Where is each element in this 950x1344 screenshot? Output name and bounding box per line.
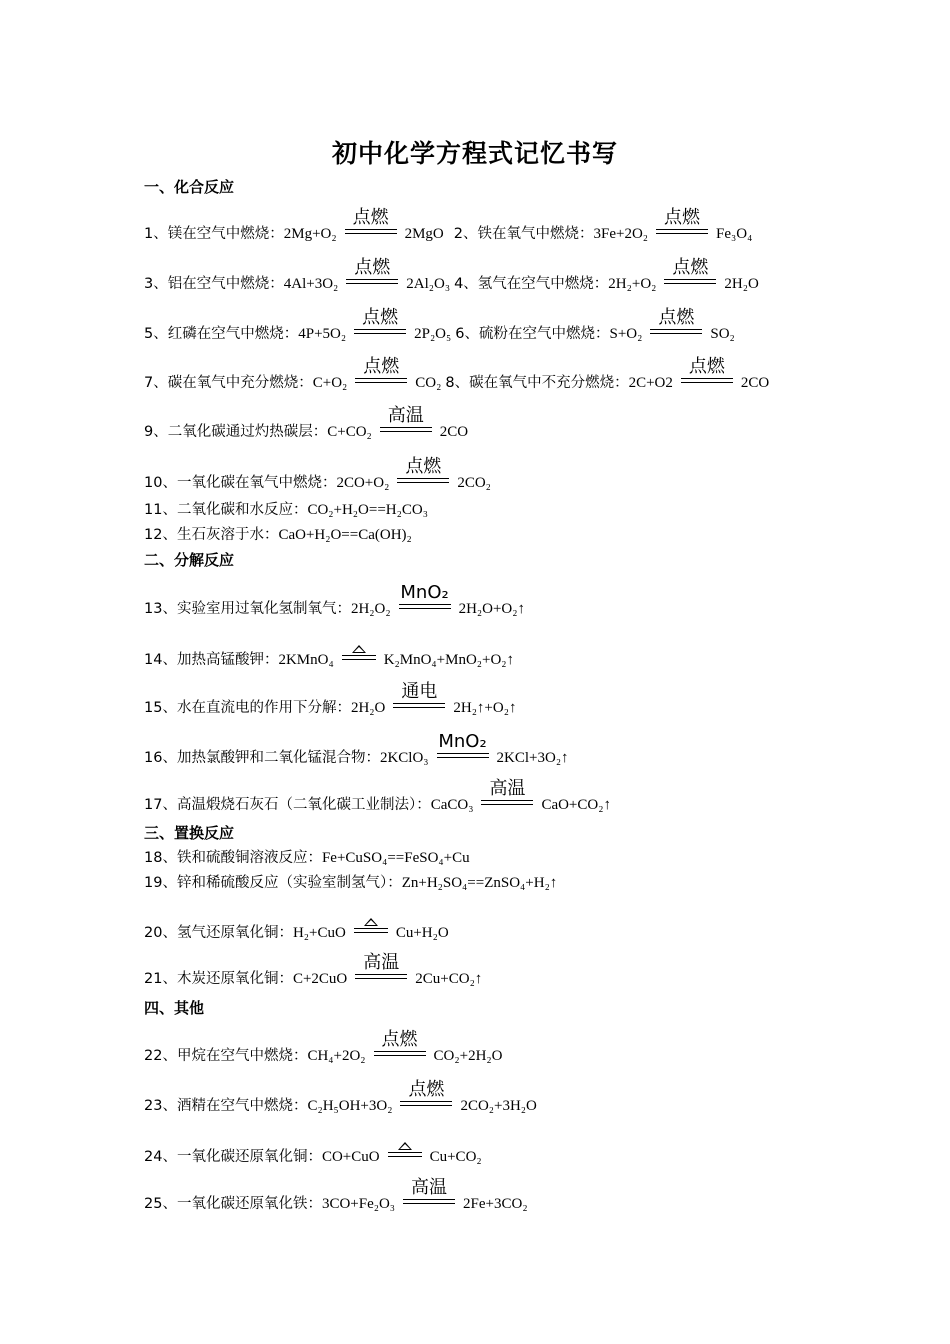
condition-ignite: 点燃 (345, 220, 397, 238)
condition-high-temp: 高温 (481, 791, 533, 809)
equation-label: 23、酒精在空气中燃烧： (144, 1098, 308, 1114)
equation-label: 21、木炭还原氧化铜： (144, 971, 293, 987)
equation-line-16 (144, 731, 569, 767)
equation-line-23 (144, 1079, 537, 1115)
equation-line-14 (144, 646, 514, 669)
condition-ignite: 点燃 (397, 469, 449, 487)
equation-lhs: 2Mg+O₂ (283, 226, 337, 242)
condition-heat (342, 646, 376, 664)
equation-rhs: 2CO₂+3H₂O (460, 1098, 537, 1114)
equation-line-19 (144, 874, 557, 892)
equation-label: 14、加热高锰酸钾： (144, 652, 279, 668)
equation-label: 3、铝在空气中燃烧： (144, 276, 284, 292)
equation-line-10 (144, 456, 491, 492)
equation-label: 1、镁在空气中燃烧： (144, 226, 284, 242)
page-title: 初中化学方程式记忆书写 (331, 139, 618, 168)
equation-rhs: K₂MnO₄+MnO₂+O₂↑ (383, 652, 515, 668)
equation-rhs: 2P₂O₅ (414, 326, 452, 342)
condition-ignite: 点燃 (664, 270, 716, 288)
section-heading-decomposition: 二、分解反应 (144, 551, 235, 569)
equation-text: Zn+H₂SO₄==ZnSO₄+H₂↑ (401, 875, 558, 891)
equation-label: 4、氢气在空气中燃烧： (454, 276, 609, 292)
equation-rhs: Cu+H₂O (395, 925, 449, 941)
condition-ignite: 点燃 (346, 270, 398, 288)
equation-text: Fe+CuSO₄==FeSO₄+Cu (321, 850, 470, 866)
equation-text: CO₂+H₂O==H₂CO₃ (307, 502, 428, 518)
equation-label: 10、一氧化碳在氧气中燃烧： (144, 475, 337, 491)
equation-line-15 (144, 681, 517, 717)
equation-lhs: 2H₂+O₂ (608, 276, 657, 292)
equation-rhs: 2Al₂O₃ (406, 276, 451, 292)
equation-lhs: C+CO₂ (327, 424, 372, 440)
equation-line-3-4 (144, 257, 759, 293)
equation-rhs: 2Fe+3CO₂ (463, 1196, 528, 1212)
equation-label: 20、氢气还原氧化铜： (144, 925, 293, 941)
equation-label: 6、硫粉在空气中燃烧： (455, 326, 610, 342)
equation-rhs: 2Cu+CO₂↑ (415, 971, 483, 987)
equation-lhs: 2KMnO₄ (278, 652, 334, 668)
equation-label: 12、生石灰溶于水： (144, 527, 279, 543)
equation-rhs: Cu+CO₂ (429, 1149, 482, 1165)
equation-text: CaO+H₂O==Ca(OH)₂ (278, 527, 412, 543)
equation-label: 17、高温煅烧石灰石（二氧化碳工业制法）： (144, 797, 431, 813)
condition-high-temp: 高温 (403, 1190, 455, 1208)
equation-label: 2、铁在氧气中燃烧： (453, 226, 594, 242)
equation-label: 24、一氧化碳还原氧化铜： (144, 1149, 322, 1165)
equation-lhs: CaCO₃ (430, 797, 474, 813)
equation-lhs: 4P+5O₂ (298, 326, 347, 342)
equation-lhs: H₂+CuO (292, 925, 346, 941)
equation-line-5-6 (144, 307, 735, 343)
equation-line-9 (144, 405, 469, 441)
equation-rhs: 2KCl+3O₂↑ (496, 750, 569, 766)
equation-line-25 (144, 1177, 528, 1213)
equation-line-18 (144, 849, 470, 867)
condition-ignite: 点燃 (400, 1092, 452, 1110)
condition-mno2: MnO₂ (437, 744, 489, 762)
equation-rhs: 2CO₂ (457, 475, 491, 491)
condition-ignite: 点燃 (681, 369, 733, 387)
equation-label: 19、锌和稀硫酸反应（实验室制氢气）： (144, 875, 402, 891)
equation-rhs: CO₂ (415, 375, 442, 391)
equation-lhs: 3CO+Fe₂O₃ (321, 1196, 396, 1212)
equation-lhs: 2C+O2 (628, 375, 673, 391)
equation-label: 7、碳在氧气中充分燃烧： (144, 375, 313, 391)
equation-label: 18、铁和硫酸铜溶液反应： (144, 850, 322, 866)
equation-lhs: S+O₂ (609, 326, 643, 342)
equation-rhs: CaO+CO₂↑ (541, 797, 611, 813)
equation-rhs: 2H₂↑+O₂↑ (453, 700, 517, 716)
equation-line-17 (144, 778, 611, 814)
equation-lhs: 4Al+3O₂ (283, 276, 339, 292)
heat-triangle-icon (364, 918, 378, 926)
equation-lhs: 2KClO₃ (379, 750, 429, 766)
heat-triangle-icon (352, 645, 366, 653)
equation-label: 15、水在直流电的作用下分解： (144, 700, 351, 716)
equation-label: 8、碳在氧气中不充分燃烧： (445, 375, 629, 391)
condition-ignite: 点燃 (656, 220, 708, 238)
condition-mno2: MnO₂ (399, 595, 451, 613)
equation-label: 16、加热氯酸钾和二氧化锰混合物： (144, 750, 380, 766)
equation-lhs: CH₄+2O₂ (307, 1048, 366, 1064)
equation-label: 13、实验室用过氧化氢制氧气： (144, 601, 351, 617)
equation-label: 11、二氧化碳和水反应： (144, 502, 308, 518)
equation-line-13 (144, 582, 525, 618)
equation-label: 25、一氧化碳还原氧化铁： (144, 1196, 322, 1212)
condition-high-temp: 高温 (380, 418, 432, 436)
condition-heat (388, 1143, 422, 1161)
section-heading-other: 四、其他 (144, 999, 205, 1017)
equation-line-11 (144, 501, 428, 519)
equation-lhs: 3Fe+2O₂ (593, 226, 649, 242)
equation-rhs: Fe₃O₄ (716, 226, 753, 242)
equation-rhs: 2CO (740, 375, 770, 391)
equation-rhs: 2CO (439, 424, 469, 440)
equation-rhs: 2H₂O (724, 276, 759, 292)
equation-lhs: C+2CuO (292, 971, 348, 987)
section-heading-combination: 一、化合反应 (144, 178, 235, 196)
condition-ignite: 点燃 (650, 320, 702, 338)
equation-line-21 (144, 952, 483, 988)
equation-label: 5、红磷在空气中燃烧： (144, 326, 299, 342)
equation-lhs: 2H₂O₂ (350, 601, 391, 617)
equation-line-7-8 (144, 356, 770, 392)
equation-lhs: C₂H₅OH+3O₂ (307, 1098, 393, 1114)
equation-line-22 (144, 1029, 503, 1065)
equation-lhs: 2H₂O (350, 700, 386, 716)
equation-rhs: 2H₂O+O₂↑ (458, 601, 525, 617)
equation-line-12 (144, 526, 412, 544)
equation-lhs: C+O₂ (312, 375, 348, 391)
condition-high-temp: 高温 (355, 965, 407, 983)
heat-triangle-icon (398, 1142, 412, 1150)
condition-ignite: 点燃 (374, 1042, 426, 1060)
condition-electric: 通电 (393, 694, 445, 712)
equation-line-20 (144, 919, 449, 942)
equation-line-1-2 (144, 207, 753, 243)
equation-rhs: 2MgO (404, 226, 444, 242)
condition-ignite: 点燃 (354, 320, 406, 338)
equation-line-24 (144, 1143, 482, 1166)
equation-label: 22、甲烷在空气中燃烧： (144, 1048, 308, 1064)
equation-lhs: 2CO+O₂ (336, 475, 390, 491)
section-heading-replacement: 三、置换反应 (144, 824, 235, 842)
condition-heat (354, 919, 388, 937)
equation-rhs: SO₂ (710, 326, 735, 342)
equation-label: 9、二氧化碳通过灼热碳层： (144, 424, 328, 440)
condition-ignite: 点燃 (355, 369, 407, 387)
equation-rhs: CO₂+2H₂O (433, 1048, 503, 1064)
equation-lhs: CO+CuO (321, 1149, 380, 1165)
